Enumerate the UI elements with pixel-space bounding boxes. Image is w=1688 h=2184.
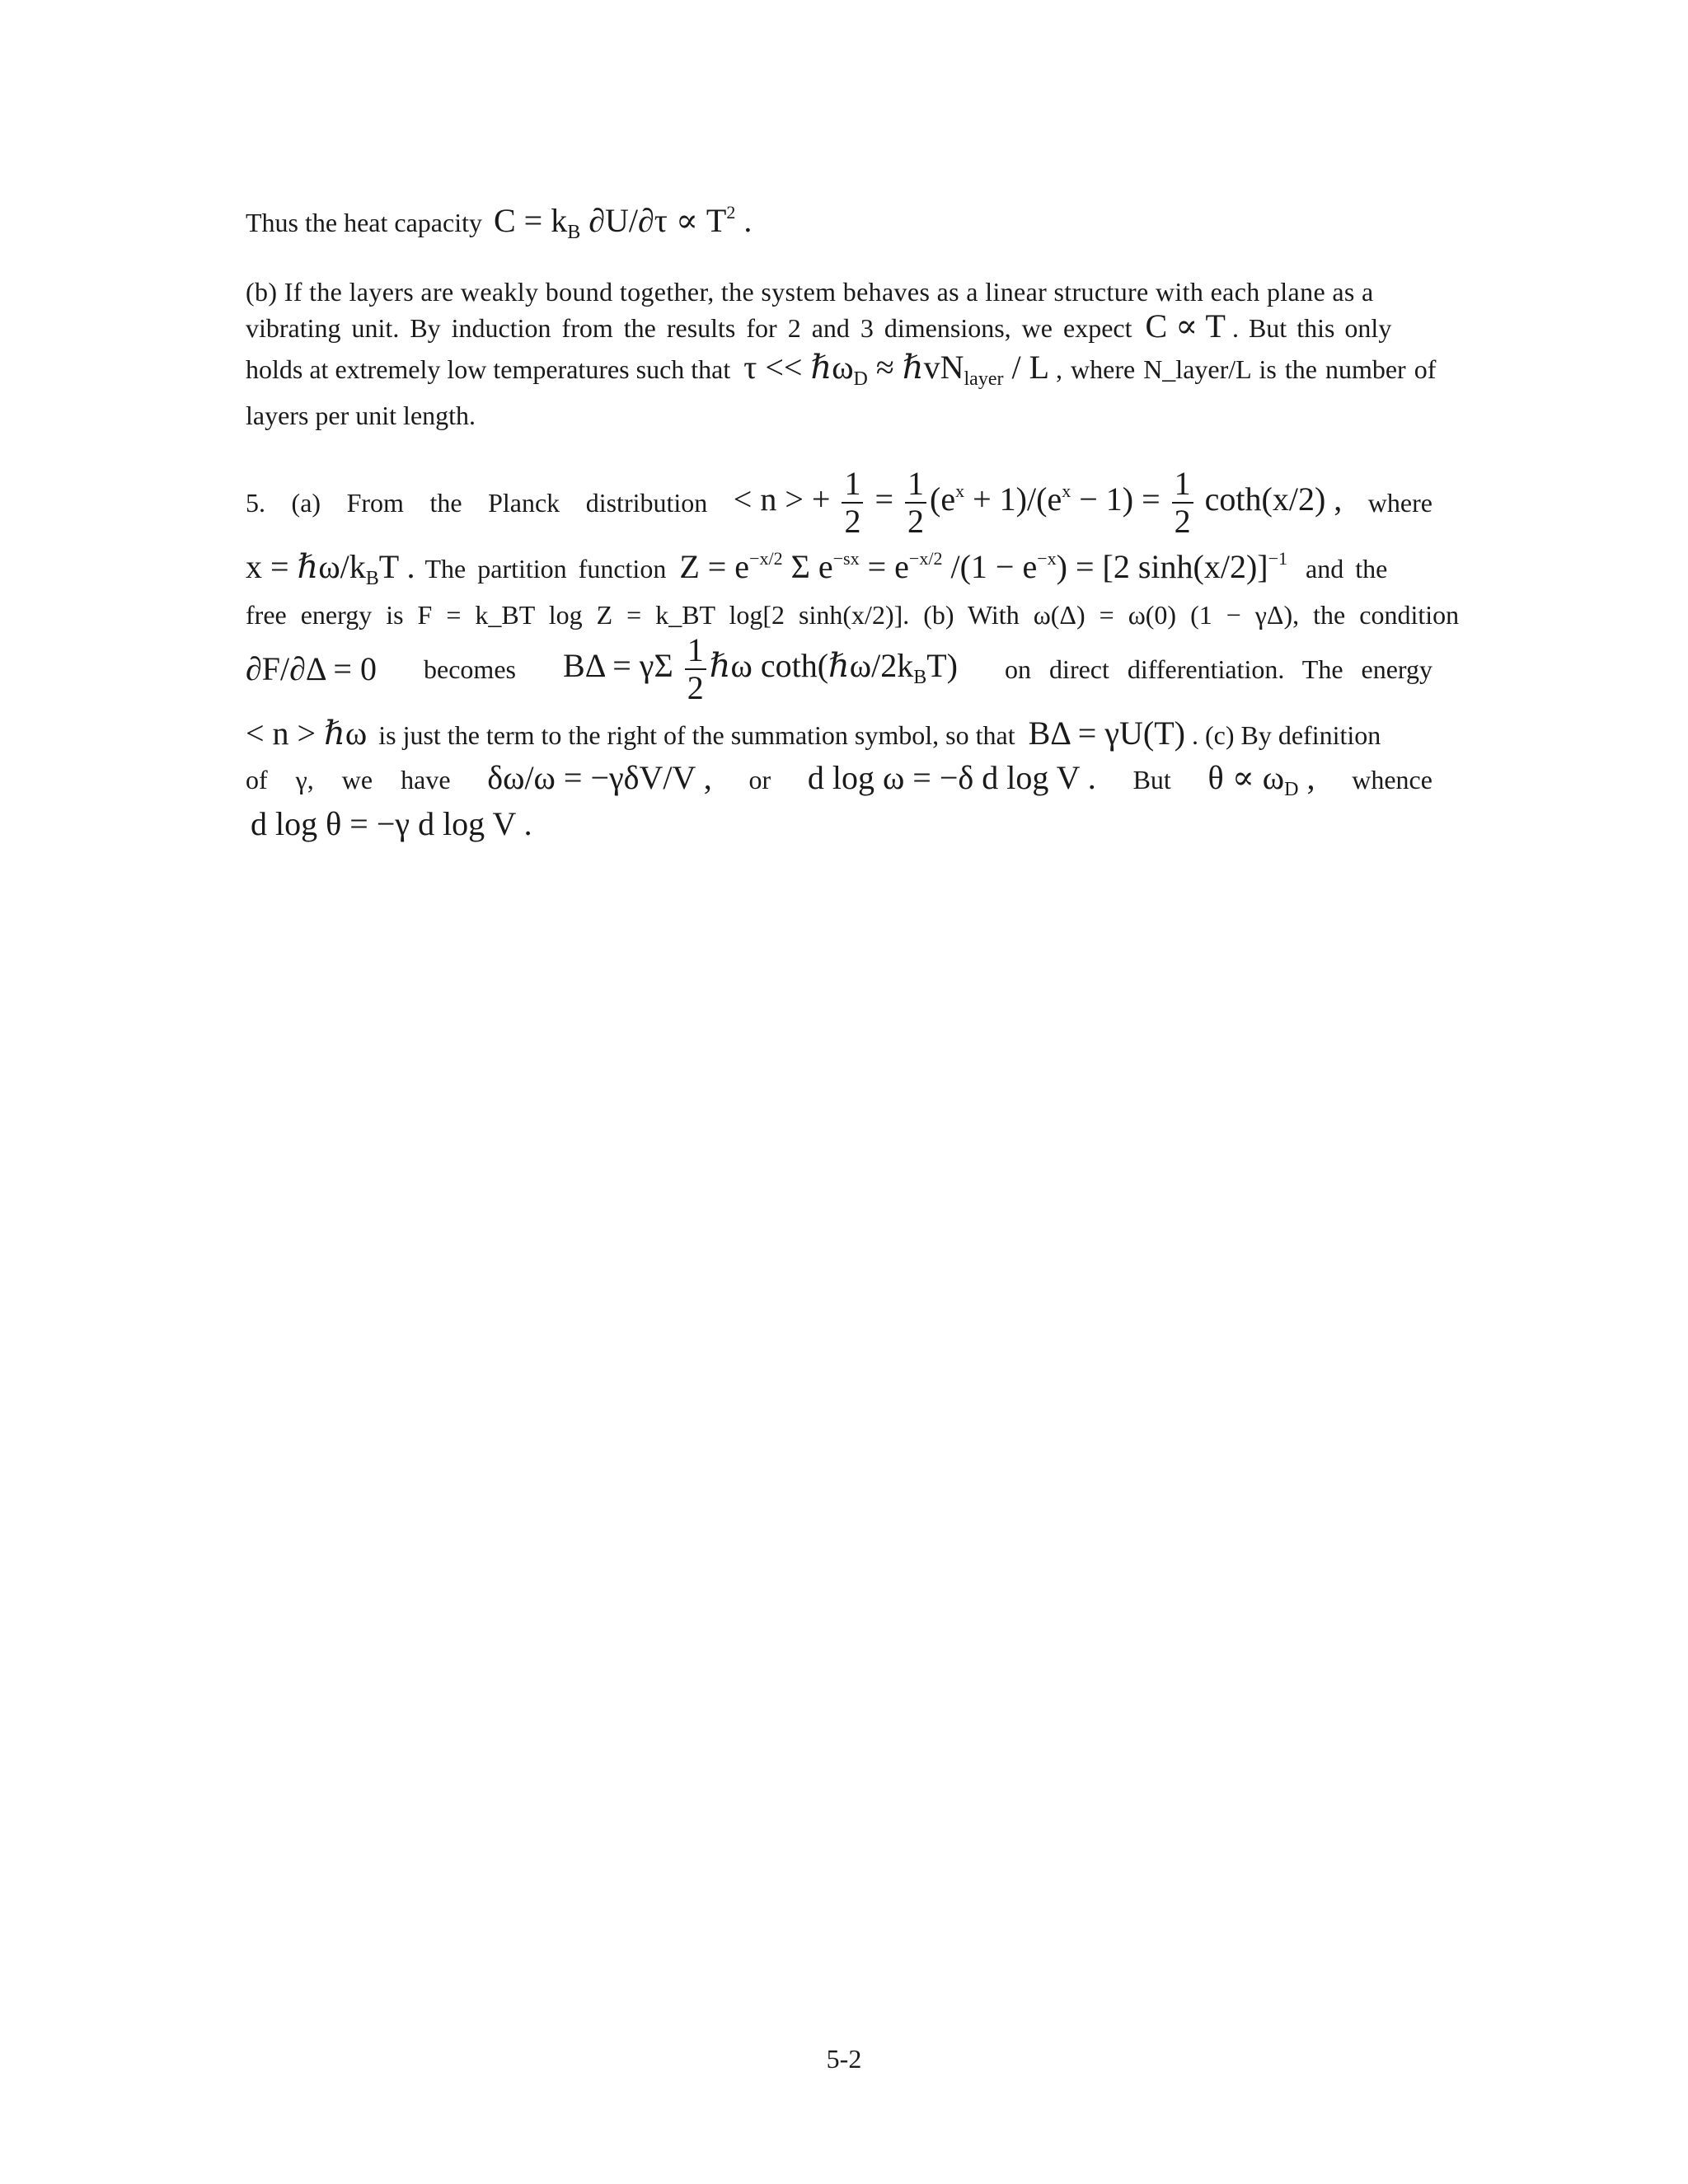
text-span: The partition function	[424, 554, 667, 583]
equation-heat-capacity: $C = k_B$ $\partial U/\partial\tau \propto T^2$ .	[493, 202, 753, 243]
text-span: 5.	[246, 488, 265, 518]
equation-B-Delta-sum: BΔ = γΣ $\frac{1}{2}$ ℏω $\cot h(\hbar\omega/2k_BT)$	[563, 631, 958, 706]
equation-B-Delta-U: BΔ = γU(T)	[1028, 715, 1185, 752]
text-span: From	[346, 488, 404, 518]
problem5-line-7	[246, 805, 532, 842]
page-number: 5-2	[826, 2044, 862, 2074]
para-b-line-4	[246, 399, 476, 432]
equation-dlog-omega: d log ω = −δ d log V .	[807, 759, 1096, 796]
text-span: of γ, we have	[246, 765, 451, 794]
equation-partition-function: $Z = e^{-x/2}$ Σ $e^{-sx} = e^{-x/2}$ $/(1 - e^{-x}) = [2$ sinh(x/2)]$^{-1}$	[679, 548, 1287, 585]
equation-c-prop-t: C ∝ T	[1145, 307, 1226, 344]
text-span: is just the term to the right of the summation symbol, so that	[378, 720, 1015, 750]
equation-dlog-theta: d log θ = −γ d log V .	[251, 805, 532, 842]
problem5-line-5	[246, 717, 1432, 752]
text-span: vibrating unit. By induction from the results for 2 and 3 dimensions, we expect	[246, 313, 1132, 343]
text-span: and the	[1306, 554, 1388, 583]
para-b-line-2	[246, 307, 1432, 344]
equation-tau-condition: τ << ℏω$_D$ ≈ ℏvN$_{layer}$ / L	[743, 349, 1050, 390]
text-span: (b) If the layers are weakly bound together, the system behaves as a linear structure with each plane as a	[246, 277, 1374, 307]
text-span: Planck	[488, 488, 560, 518]
equation-x-def: $x = \hbar\omega/k_BT$ .	[246, 548, 415, 589]
text-span: But	[1132, 765, 1171, 794]
text-span: holds at extremely low temperatures such that	[246, 354, 731, 384]
equation-n-hbar-omega: < n > ℏω	[246, 715, 368, 752]
text-span: on direct differentiation. The energy	[1005, 654, 1432, 684]
text-span: layers per unit length.	[246, 401, 476, 430]
text-span: the	[429, 488, 462, 518]
text-span: distribution	[585, 488, 708, 518]
text-span: . (c) By definition	[1191, 720, 1381, 750]
heat-capacity-line	[246, 202, 753, 243]
text-span: where	[1367, 488, 1432, 518]
problem5-line-6	[246, 759, 1432, 800]
para-b-line-3	[246, 349, 1437, 390]
equation-dF-dDelta: ∂F/∂Δ = 0	[246, 650, 377, 687]
equation-theta-prop: $\theta \propto \omega_D$ ,	[1207, 759, 1315, 800]
problem5-line-2	[246, 548, 1432, 589]
text-span: . But this only	[1231, 313, 1392, 343]
text-span: free energy is F = k_BT log Z = k_BT log[2 sinh(x/2)]. (b) With ω(Δ) = ω(0) (1 − γΔ), the condition	[246, 600, 1460, 630]
para-b-line-1	[246, 275, 1432, 308]
problem5-line-1	[246, 465, 1432, 540]
text-span: or	[748, 765, 771, 794]
text-span: , where N_layer/L is the number of	[1056, 354, 1437, 384]
text-span: whence	[1352, 765, 1432, 794]
equation-planck: < n > + $\frac{1}{2}$ = $\frac{1}{2}$ $(e^x + 1)/(e^x - 1)$ = $\frac{1}{2}$ coth(x/2) ,	[733, 465, 1343, 540]
text-span: (a)	[291, 488, 321, 518]
equation-delta-omega: δω/ω = −γδV/V ,	[487, 759, 712, 796]
text-span: becomes	[424, 654, 516, 684]
text-span: Thus the heat capacity	[246, 208, 482, 237]
problem5-line-3	[246, 598, 1460, 631]
problem5-line-4	[246, 631, 1432, 706]
